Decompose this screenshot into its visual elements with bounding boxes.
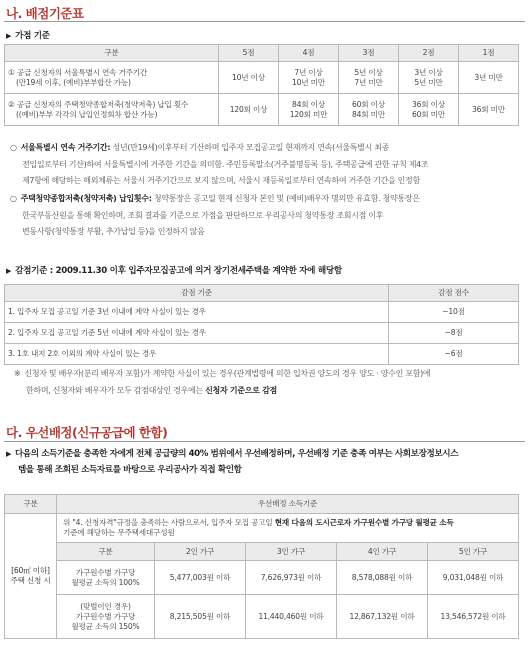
scoring-col-3: 3점 — [339, 45, 399, 62]
section-divider — [4, 441, 525, 442]
income-value: 11,440,460원 이하 — [246, 595, 337, 639]
savings-5: 120회 이상 — [219, 94, 279, 126]
deduction-criterion: 1. 입주자 모집 공고일 기준 3년 이내에 계약 사실이 있는 경우 — [5, 302, 389, 323]
reference-mark-icon: ※ — [14, 369, 21, 378]
priority-intro-line2: 템을 통해 조회된 소득자료를 바탕으로 우리공사가 직접 확인함 — [18, 464, 242, 475]
note-residence-term: 서울특별시 연속 거주기간: — [20, 143, 111, 152]
savings-1: 36회 미만 — [459, 94, 519, 126]
income-row-label: 가구원수별 가구당 월평균 소득의 100% — [57, 561, 155, 595]
income-value: 8,215,505원 이하 — [155, 595, 246, 639]
note-residence-line3: 제7항에 해당하는 해외체류는 서울시 거주기간으로 보지 않으며, 서울시 재등록일로부터 연속하여 거주한 기간을 인정함 — [22, 176, 420, 185]
circle-icon: ○ — [10, 194, 17, 203]
income-header-row — [5, 495, 519, 514]
priority-intro-line1: 다음의 소득기준을 충족한 자에게 전체 공급량의 40% 범위에서 우선배정하며, 우선배정 기준 충족 여부는 사회보장정보시스 — [14, 449, 459, 459]
note-savings-line1: 청약통장은 공고일 현재 신청자 본인 및 (예비)배우자 명의만 유효함. 청약통장은 — [153, 194, 420, 203]
deduction-heading — [6, 264, 342, 276]
deduction-row — [5, 302, 519, 323]
deduction-col-score: 감점 점수 — [389, 285, 519, 302]
section-title-priority: 다. 우선배정(신규공급에 한함) — [6, 425, 168, 440]
income-sub-col-category: 구분 — [57, 543, 155, 561]
residence-label: ① 공급 신청자의 서울특별시 연속 거주기간 (만19세 이후, (예비)부부합산 가능) — [5, 62, 219, 94]
deduction-note-line1: 신청자 및 배우자(분리 배우자 포함)가 계약한 사실이 있는 경우(관계법령에 의한 입차권 양도의 경우 양도 · 양수인 포함)에 — [24, 369, 431, 378]
deduction-note-line2: 한하며, 신청자와 배우자가 모두 감점대상인 경우에는 — [26, 385, 206, 395]
deduction-criterion: 3. 1호 내지 2호 이외의 계약 사실이 있는 경우 — [5, 344, 389, 365]
priority-intro — [6, 447, 521, 478]
deduction-row — [5, 323, 519, 344]
income-category-cell: [60㎡ 이하] 주택 신청 시 — [5, 514, 57, 639]
savings-label: ② 공급 신청자의 주택청약종합저축(청약저축) 납입 횟수 ((예비)부부 각각의 납입인정회차 합산 가능) — [5, 94, 219, 126]
income-sub-header-row — [5, 543, 519, 561]
scoring-heading — [6, 29, 50, 41]
scoring-col-category: 구분 — [5, 45, 219, 62]
scoring-col-2: 2점 — [399, 45, 459, 62]
scoring-row-residence — [5, 62, 519, 94]
income-sub-col-4: 4인 가구 — [337, 543, 428, 561]
income-value: 13,546,572원 이하 — [428, 595, 519, 639]
note-savings — [10, 191, 518, 241]
income-sub-col-2: 2인 가구 — [155, 543, 246, 561]
savings-3: 60회 이상 84회 미만 — [339, 94, 399, 126]
income-row-150 — [5, 595, 519, 639]
income-value: 12,867,132원 이하 — [337, 595, 428, 639]
deduction-header-row — [5, 285, 519, 302]
residence-1: 3년 미만 — [459, 62, 519, 94]
triangle-icon: ▶ — [6, 267, 12, 275]
deduction-col-criterion: 감점 기준 — [5, 285, 389, 302]
income-row-label: (맞벌이인 경우) 가구원수별 가구당 월평균 소득의 150% — [57, 595, 155, 639]
deduction-score: −8점 — [389, 323, 519, 344]
note-savings-line2: 한국부동산원을 통해 확인하며, 조회 결과를 기준으로 가점을 판단하므로 우리공사의 청약통장 조회시점 이후 — [22, 210, 384, 220]
income-col-standard: 우선배정 소득기준 — [57, 495, 519, 514]
income-value: 7,626,973원 이하 — [246, 561, 337, 595]
income-description: 위 "4. 신청자격"규정을 충족하는 사람으로서, 입주자 모집 공고일 현재 다음의 도시근로자 가구원수별 가구당 월평균 소득 기준에 해당하는 무주택세대구성원 — [57, 514, 519, 543]
section-divider — [4, 21, 525, 22]
triangle-icon: ▶ — [6, 32, 12, 40]
income-value: 8,578,088원 이하 — [337, 561, 428, 595]
note-residence — [10, 140, 518, 190]
scoring-table — [4, 44, 519, 126]
scoring-row-savings — [5, 94, 519, 126]
deduction-note — [14, 366, 522, 399]
section-title-scoring: 나. 배점기준표 — [6, 6, 84, 21]
income-sub-col-3: 3인 가구 — [246, 543, 337, 561]
savings-4: 84회 이상 120회 미만 — [279, 94, 339, 126]
circle-icon: ○ — [10, 143, 17, 152]
deduction-score: −10점 — [389, 302, 519, 323]
income-col-category: 구분 — [5, 495, 57, 514]
scoring-col-1: 1점 — [459, 45, 519, 62]
scoring-header-row — [5, 45, 519, 62]
deduction-criterion: 2. 입주자 모집 공고일 기준 5년 이내에 계약 사실이 있는 경우 — [5, 323, 389, 344]
residence-2: 3년 이상 5년 미만 — [399, 62, 459, 94]
income-description-row — [5, 514, 519, 543]
deduction-row — [5, 344, 519, 365]
savings-2: 36회 이상 60회 미만 — [399, 94, 459, 126]
income-row-100 — [5, 561, 519, 595]
income-value: 9,031,048원 이하 — [428, 561, 519, 595]
deduction-note-emphasis: 신청자 기준으로 감점 — [205, 385, 277, 395]
income-sub-col-5: 5인 가구 — [428, 543, 519, 561]
residence-3: 5년 이상 7년 미만 — [339, 62, 399, 94]
note-savings-line3: 변동사항(청약통장 부활, 추가납입 등)을 인정하지 않음 — [22, 227, 205, 236]
scoring-heading-text: 가점 기준 — [15, 31, 50, 41]
residence-5: 10년 이상 — [219, 62, 279, 94]
note-residence-line1: 성년(만19세)이후부터 기산하며 입주자 모집공고일 현재까지 연속(서울특별시 최종 — [112, 143, 390, 152]
triangle-icon: ▶ — [6, 450, 11, 458]
scoring-col-4: 4점 — [279, 45, 339, 62]
residence-4: 7년 이상 10년 미만 — [279, 62, 339, 94]
income-value: 5,477,003원 이하 — [155, 561, 246, 595]
note-savings-term: 주택청약종합저축(청약저축) 납입횟수: — [20, 194, 152, 203]
deduction-table — [4, 284, 519, 365]
deduction-score: −6점 — [389, 344, 519, 365]
scoring-col-5: 5점 — [219, 45, 279, 62]
income-table — [4, 494, 519, 639]
note-residence-line2: 전입일로부터 기산)하여 서울특별시에 거주한 기간을 의미함. 주민등록말소(거주불명등록 등), 주택공급에 관한 규칙 제4조 — [22, 159, 429, 169]
deduction-heading-text: 감점기준 : 2009.11.30 이후 입주자모집공고에 의거 장기전세주택을 계약한 자에 해당함 — [15, 266, 342, 276]
